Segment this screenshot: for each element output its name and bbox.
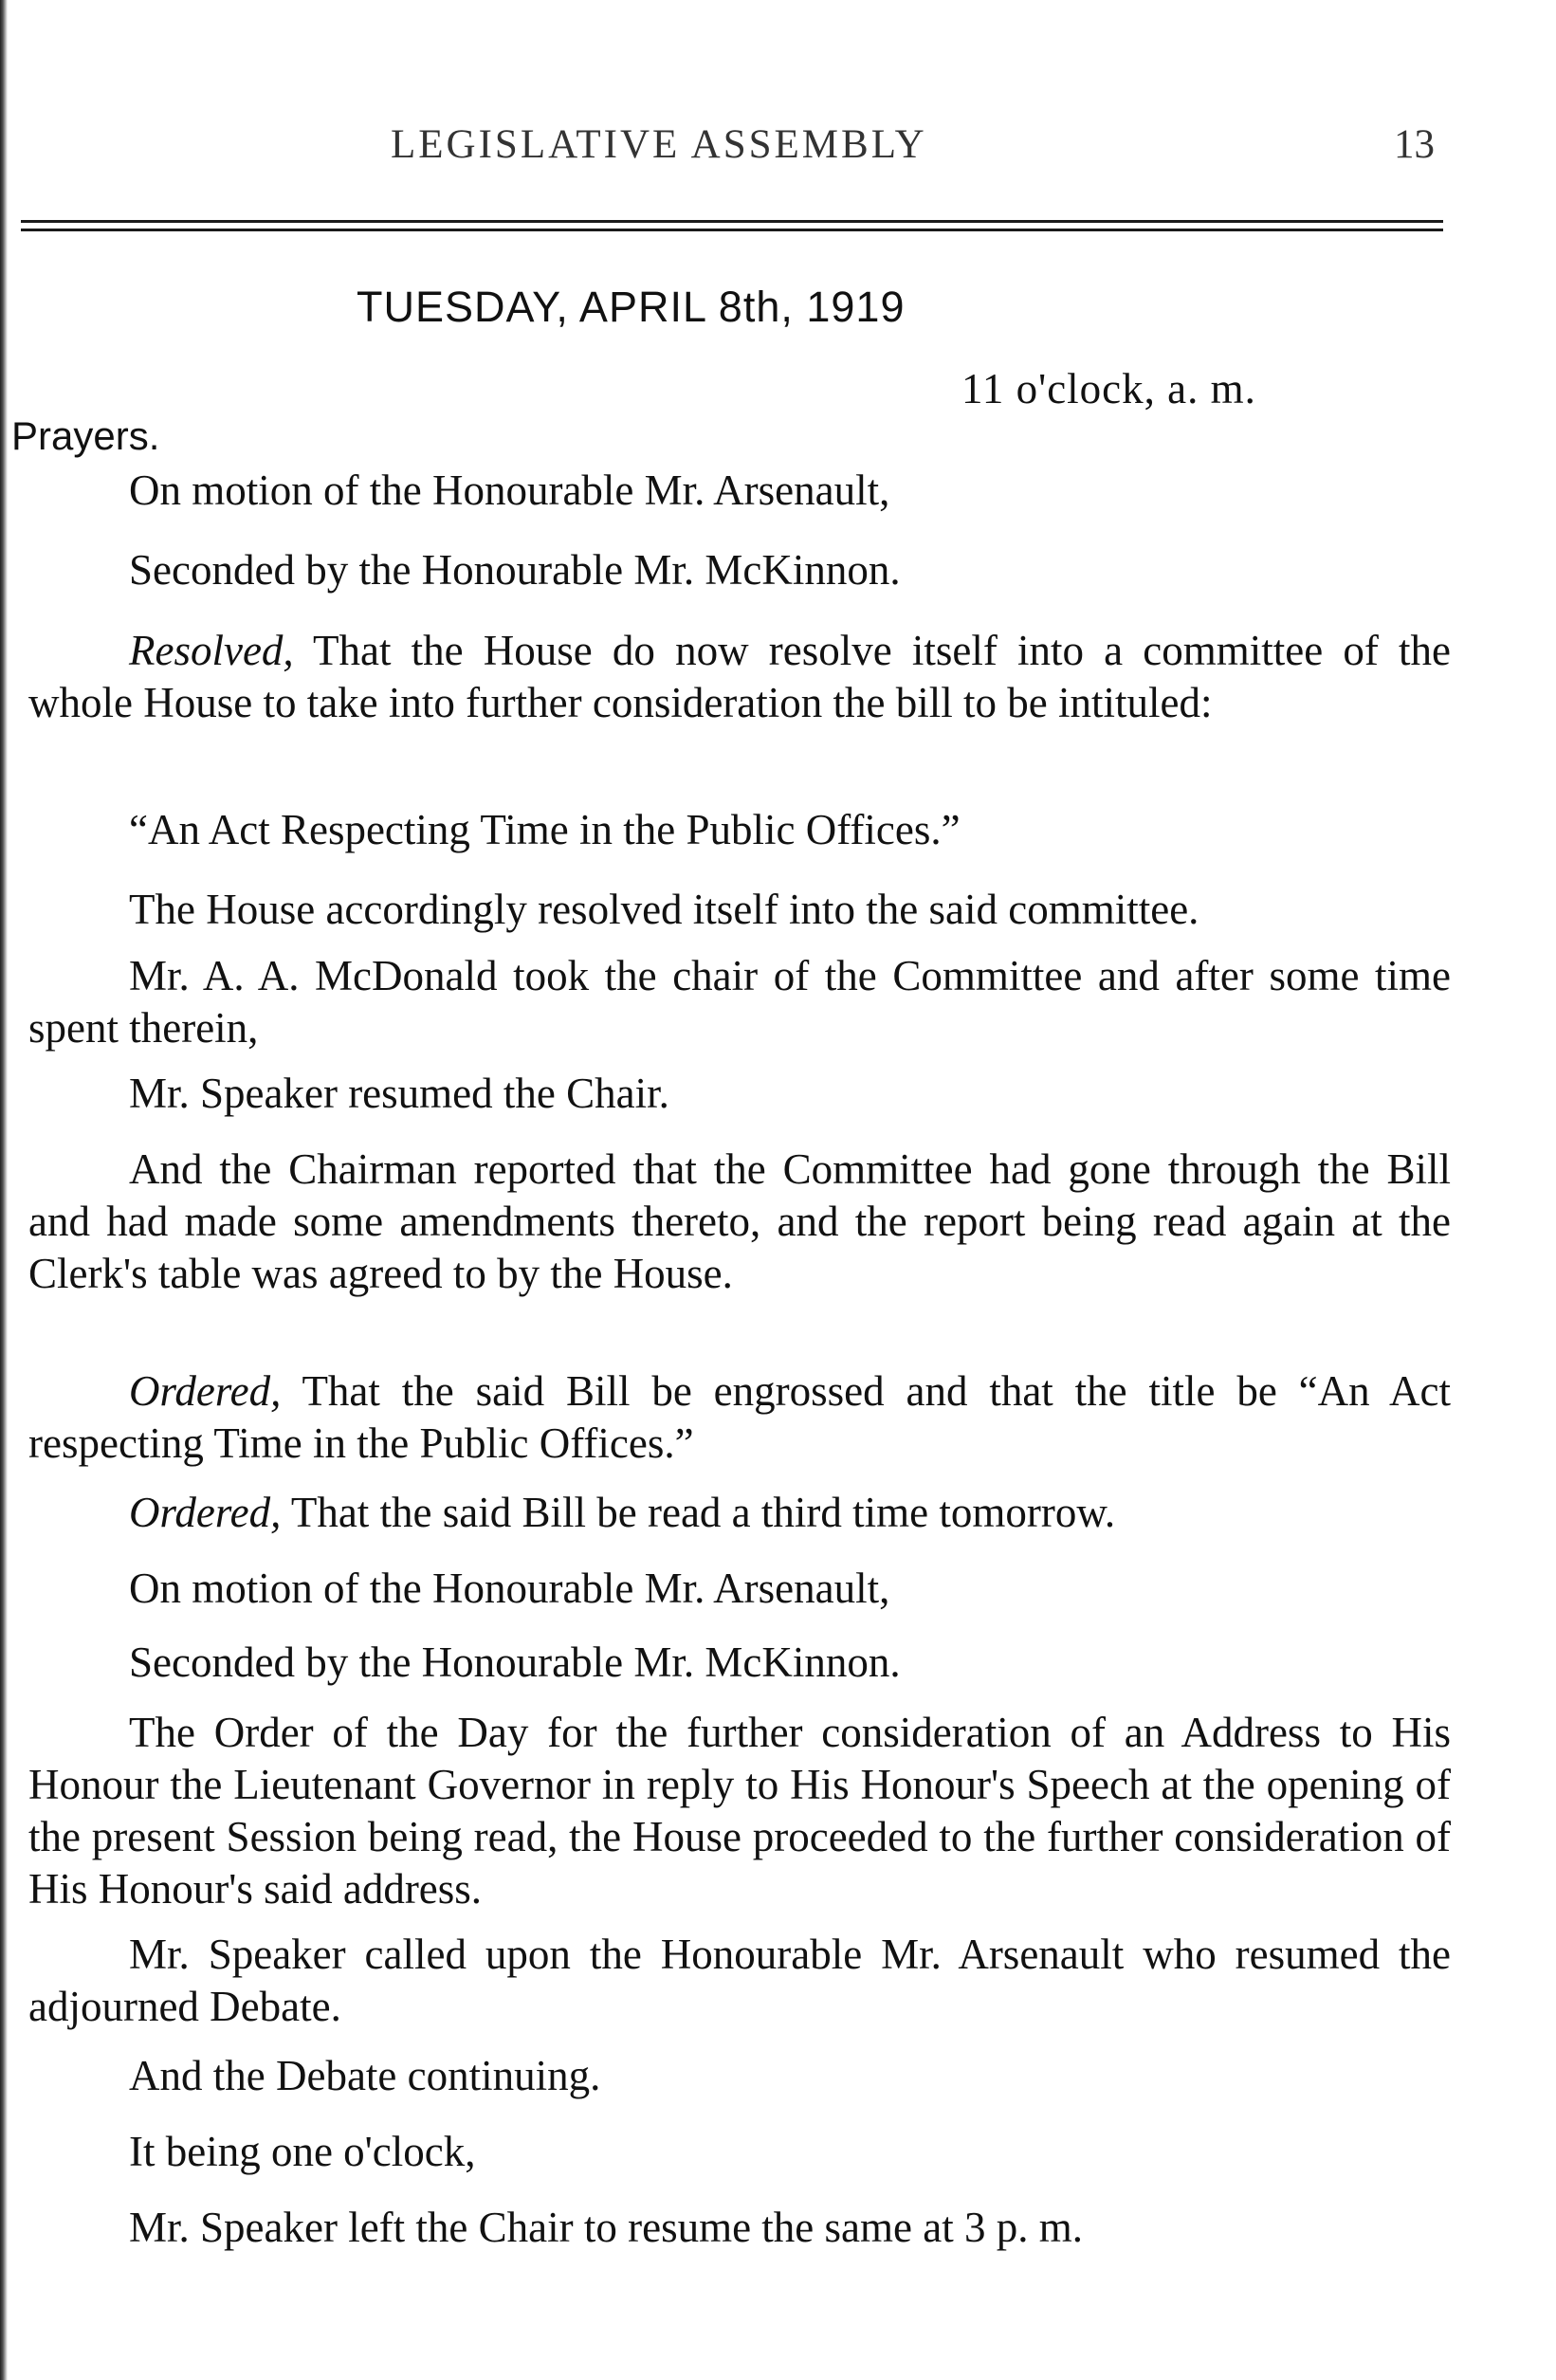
header-rule-bottom [21, 229, 1443, 231]
speaker-left-chair-paragraph: Mr. Speaker left the Chair to resume the same at 3 p. m. [129, 2204, 1083, 2251]
resolved-paragraph: Resolved, That the House do now resolve itself into a committee of the whole House to take into further consideration the bill to be intituled: [28, 627, 1451, 726]
motion-paragraph: On motion of the Honourable Mr. Arsenault, [129, 467, 890, 514]
chair-paragraph: Mr. A. A. McDonald took the chair of the Committee and after some time spent therein, [28, 952, 1451, 1052]
debate-resumed-paragraph: Mr. Speaker called upon the Honourable Mr. Arsenault who resumed the adjourned Debate. [28, 1931, 1451, 2030]
chairman-report-paragraph: And the Chairman reported that the Committee had gone through the Bill and had made some amendments thereto, and the report being read again at the Clerk's table was agreed to by the House. [28, 1145, 1451, 1297]
running-title: LEGISLATIVE ASSEMBLY [391, 122, 927, 167]
ordered-engrossed-paragraph: Ordered, That the said Bill be engrossed and that the title be “An Act respecting Time in the Public Offices.” [28, 1367, 1451, 1467]
order-of-day-paragraph: The Order of the Day for the further consideration of an Address to His Honour the Lieutenant Governor in reply to His Honour's Speech at the opening of the present Session being read, the House proceeded to the further consideration of His Honour's said address. [28, 1709, 1451, 1913]
sitting-date: TUESDAY, APRIL 8th, 1919 [357, 283, 906, 331]
ordered-third-reading-paragraph: Ordered, That the said Bill be read a third time tomorrow. [129, 1489, 1116, 1536]
one-oclock-paragraph: It being one o'clock, [129, 2128, 476, 2175]
prayers-heading: Prayers. [11, 413, 160, 458]
page-number: 13 [1394, 122, 1435, 167]
motion-paragraph-2: On motion of the Honourable Mr. Arsenault, [129, 1565, 890, 1612]
seconded-paragraph-2: Seconded by the Honourable Mr. McKinnon. [129, 1639, 901, 1686]
header-rule-top [21, 220, 1443, 223]
act-title-paragraph: “An Act Respecting Time in the Public Offices.” [129, 806, 961, 853]
debate-continuing-paragraph: And the Debate continuing. [129, 2052, 601, 2099]
committee-paragraph: The House accordingly resolved itself into the said committee. [129, 886, 1199, 933]
speaker-resumed-paragraph: Mr. Speaker resumed the Chair. [129, 1070, 669, 1117]
page-edge-shadow [0, 0, 8, 2380]
running-header [0, 121, 1556, 178]
sitting-time: 11 o'clock, a. m. [961, 365, 1256, 412]
seconded-paragraph: Seconded by the Honourable Mr. McKinnon. [129, 546, 901, 594]
